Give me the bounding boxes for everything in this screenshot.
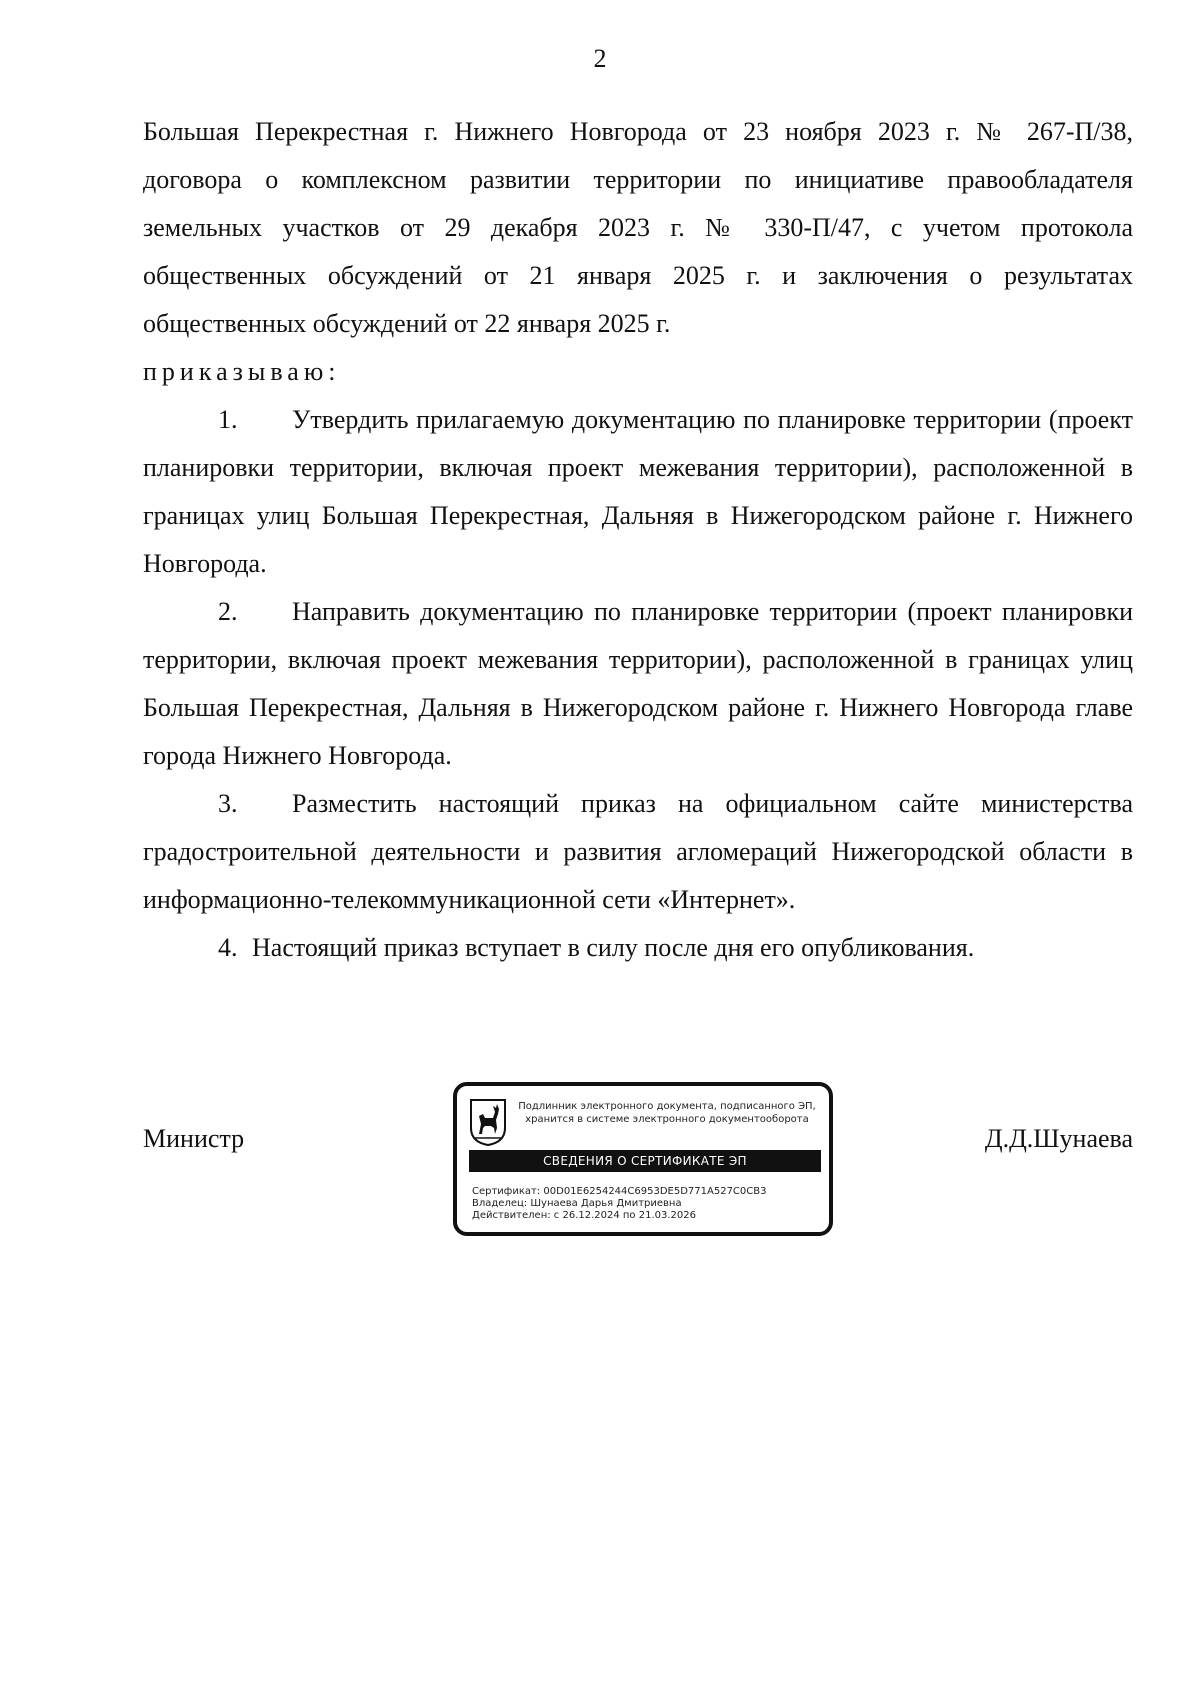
stamp-owner: Владелец: Шунаева Дарья Дмитриевна [472, 1198, 682, 1209]
item-number: 1. [218, 405, 238, 434]
order-item-1 [143, 396, 1133, 588]
intro-line: земельных участков от 29 декабря 2023 г. № 330-П/47, с учетом протокола [143, 213, 1133, 242]
stamp-notice-line: Подлинник электронного документа, подписанного ЭП, [518, 1101, 816, 1112]
order-item-3 [143, 780, 1133, 924]
stamp-validity: Действителен: с 26.12.2024 по 21.03.2026 [472, 1210, 696, 1221]
item-number: 4. [218, 933, 238, 962]
intro-line: Большая Перекрестная г. Нижнего Новгорода от 23 ноября 2023 г. № 267-П/38, [143, 117, 1133, 146]
signature-name: Д.Д.Шунаева [984, 1124, 1133, 1153]
signature-position: Министр [143, 1124, 245, 1153]
intro-line: общественных обсуждений от 22 января 2025 г. [143, 309, 671, 338]
intro-line: договора о комплексном развитии территории по инициативе правообладателя [143, 165, 1133, 194]
item-number: 2. [218, 597, 238, 626]
item-text: Утвердить прилагаемую документацию по планировке территории (проект планировки территории, включая проект межевания территории), расположенной в границах улиц Большая Перекрестная, Дальняя в Нижегородском районе г. Нижнего Новгорода. [143, 405, 1133, 578]
order-word: приказываю: [143, 357, 341, 386]
page-number: 2 [593, 44, 607, 73]
stamp-notice [511, 1100, 823, 1126]
item-text: Разместить настоящий приказ на официальном сайте министерства градостроительной деятельности и развития агломераций Нижегородской области в информационно-телекоммуникационной сети «Интернет». [143, 789, 1133, 914]
order-item-2 [143, 588, 1133, 780]
item-text: Направить документацию по планировке территории (проект планировки территории, включая проект межевания территории), расположенной в границах улиц Большая Перекрестная, Дальняя в Нижегородском районе г. Нижнего Новгорода главе города Нижнего Новгорода. [143, 597, 1133, 770]
item-number: 3. [218, 789, 238, 818]
intro-line: общественных обсуждений от 21 января 2025 г. и заключения о результатах [143, 261, 1133, 290]
document-body [143, 108, 1133, 972]
stamp-certificate: Сертификат: 00D01E6254244C6953DE5D771A527C0CB3 [472, 1186, 767, 1197]
item-text: Настоящий приказ вступает в силу после дня его опубликования. [252, 933, 975, 962]
stamp-certificate-info [472, 1186, 766, 1222]
stamp-header: СВЕДЕНИЯ О СЕРТИФИКАТЕ ЭП [469, 1150, 821, 1172]
e-signature-stamp [453, 1082, 833, 1236]
stamp-notice-line: хранится в системе электронного документооборота [525, 1114, 809, 1125]
intro-paragraph [143, 108, 1133, 348]
deer-coat-of-arms-icon [469, 1098, 507, 1146]
order-item-4 [143, 924, 1133, 972]
